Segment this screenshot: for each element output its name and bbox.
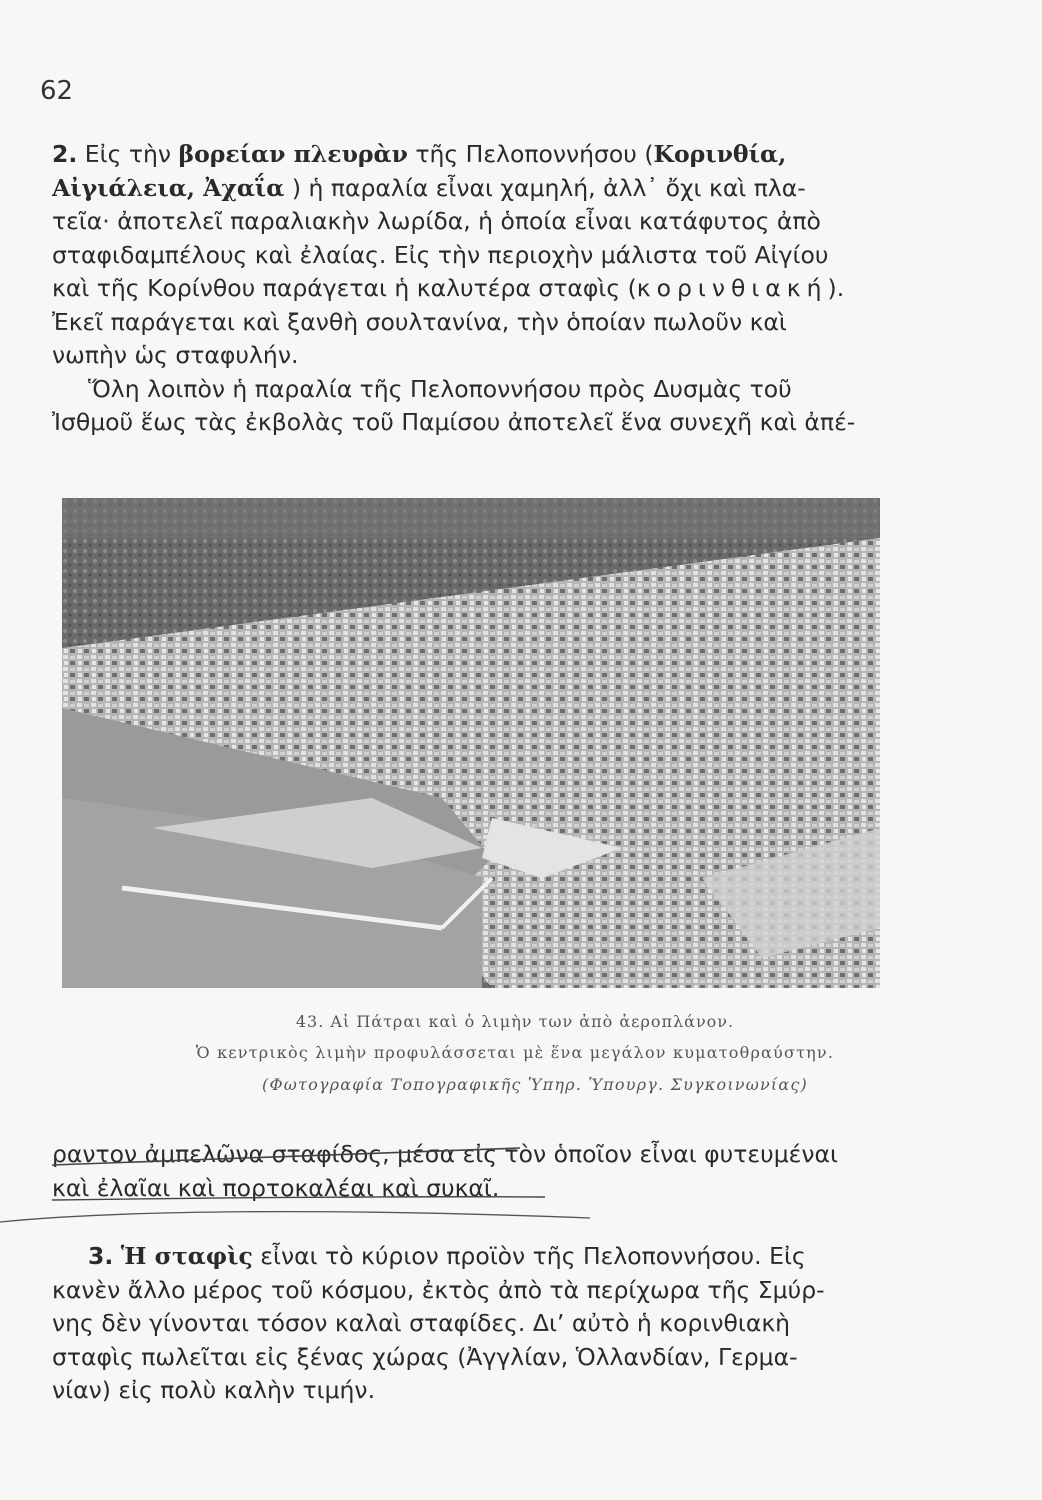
- section-number: 3.: [88, 1242, 114, 1270]
- text-line: ραντον ἀμπελῶνα σταφίδος, μέσα εἰς τὸν ὁποῖον εἶναι φυτευμέναι: [52, 1140, 838, 1168]
- text-run: εἶναι τὸ κύριον προϊὸν τῆς Πελοποννήσου. Εἰς: [252, 1242, 806, 1270]
- text-line: σταφὶς πωλεῖται εἰς ξένας χώρας (Ἀγγλίαν, Ὁλλανδίαν, Γερμα-: [52, 1342, 798, 1371]
- spaced-term: κορινθιακή: [636, 274, 828, 302]
- text-line: νης δὲν γίνονται τόσον καλαὶ σταφίδες. Διʼ αὐτὸ ἡ κορινθιακὴ: [52, 1309, 791, 1337]
- aerial-photo-patras: [62, 498, 880, 988]
- bold-term: Αἰγιάλεια, Ἀχαΐα: [52, 173, 285, 202]
- text-line: Ὅλη λοιπὸν ἡ παραλία τῆς Πελοποννήσου πρὸς Δυσμὰς τοῦ: [88, 374, 792, 403]
- text-line: [52, 172, 912, 206]
- bold-term: βορείαν πλευρὰν: [178, 140, 408, 168]
- text-run: τῆς Πελοποννήσου (: [407, 140, 654, 168]
- figure-caption-credit: (Φωτογραφία Τοπογραφικῆς Ὑπηρ. Ὑπουργ. Συγκοινωνίας): [262, 1075, 808, 1094]
- text-run: ) ἡ παραλία εἶναι χαμηλή, ἀλλ᾽ ὄχι καὶ πλα-: [284, 173, 806, 202]
- text-run: Εἰς τὴν: [84, 140, 179, 168]
- figure-caption-title: 43. Αἱ Πάτραι καὶ ὁ λιμὴν των ἀπὸ ἀεροπλάνον.: [295, 1012, 735, 1031]
- figure-caption-description: Ὁ κεντρικὸς λιμὴν προφυλάσσεται μὲ ἕνα μεγάλον κυματοθραύστην.: [195, 1043, 835, 1062]
- text-line: νίαν) εἰς πολὺ καλὴν τιμήν.: [52, 1376, 376, 1404]
- section-number: 2.: [52, 140, 78, 168]
- paragraph-raisin: [52, 1240, 912, 1408]
- bold-term: Ἡ σταφὶς: [120, 1242, 253, 1270]
- text-line: σταφιδαμπέλους καὶ ἐλαίας. Εἰς τὴν περιοχὴν μάλιστα τοῦ Αἰγίου: [52, 240, 829, 269]
- bold-term: Κορινθία,: [653, 140, 787, 168]
- text-line: [52, 138, 912, 172]
- text-line: νωπὴν ὡς σταφυλήν.: [52, 341, 299, 369]
- text-line: καὶ ἐλαῖαι καὶ πορτοκαλέαι καὶ συκαῖ.: [52, 1173, 500, 1202]
- text-line: Ἐκεῖ παράγεται καὶ ξανθὴ σουλτανίνα, τὴν ὁποίαν πωλοῦν καὶ: [52, 307, 787, 336]
- text-line: [52, 272, 912, 306]
- text-run: καὶ τῆς Κορίνθου παράγεται ἡ καλυτέρα σταφὶς (: [52, 274, 637, 302]
- text-line: [52, 1240, 912, 1274]
- text-line: Ἰσθμοῦ ἕως τὰς ἐκβολὰς τοῦ Παμίσου ἀποτελεῖ ἕνα συνεχῆ καὶ ἀπέ-: [52, 408, 856, 436]
- text-line: κανὲν ἄλλο μέρος τοῦ κόσμου, ἐκτὸς ἀπὸ τὰ περίχωρα τῆς Σμύρ-: [52, 1275, 825, 1304]
- paragraph-northern-coast: [52, 138, 912, 440]
- page-number: 62: [40, 76, 74, 106]
- text-run: ).: [827, 274, 845, 302]
- text-line: τεῖα· ἀποτελεῖ παραλιακὴν λωρίδα, ἡ ὁποία εἶναι κατάφυτος ἀπὸ: [52, 207, 821, 235]
- paragraph-continuation: [52, 1138, 912, 1205]
